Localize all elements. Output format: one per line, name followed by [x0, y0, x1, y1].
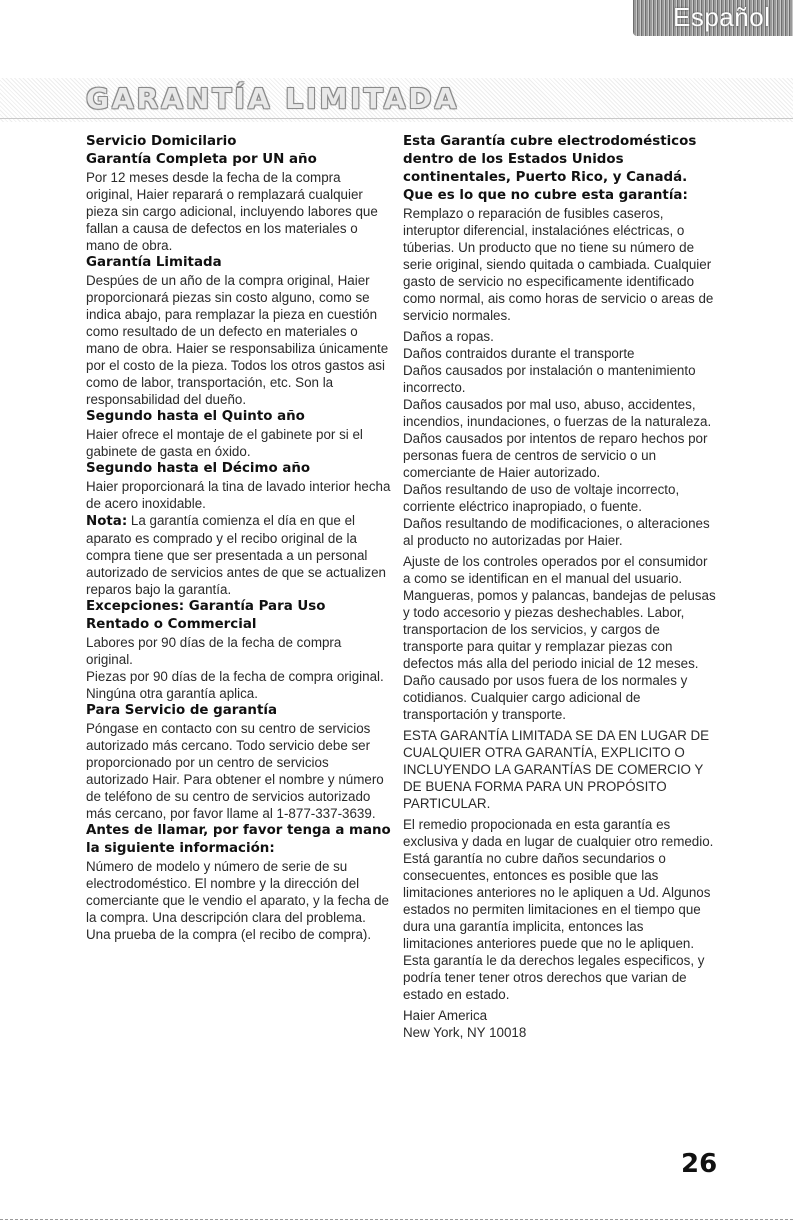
company-location: New York, NY 10018	[403, 1025, 527, 1040]
exclusion-item: Daños causados por intentos de reparo hechos por personas fuera de centros de servicio o un comerciante de Haier autorizado.	[403, 431, 708, 480]
note-paragraph	[86, 512, 391, 598]
note-label: Nota:	[86, 514, 128, 529]
disclaimer-text: ESTA GARANTÍA LIMITADA SE DA EN LUGAR DE CUALQUIER OTRA GARANTÍA, EXPLICITO O INCLUYENDO LA GARANTÍAS DE COMERCIO Y DE BUENA FORMA PARA UN PROPÓSITO PARTICULAR.	[403, 728, 710, 811]
left-column	[86, 133, 391, 943]
home-service-heading: Servicio Domicilario	[86, 134, 237, 149]
limited-warranty-text: Despúes de un año de la compra original, Haier proporcionará piezas sin costo alguno, como se indica abajo, para remplazar la pieza en cuestión como resultado de un defecto en materiales o mano de obra. Haier se responsabiliza únicamente por el costo de la pieza. Todos los otros gastos asi como de labor, transportación, etc. Son la responsabilidad del dueño.	[86, 273, 389, 407]
second-to-fifth-text: Haier ofrece el montaje de el gabinete por si el gabinete de gasta en óxido.	[86, 427, 363, 459]
language-tab	[633, 0, 793, 36]
exclusion-item: Daños causados por instalación o mantenimiento incorrecto.	[403, 363, 696, 395]
page-number: 26	[681, 1149, 718, 1179]
coverage-heading: Esta Garantía cubre electrodomésticos dentro de los Estados Unidos continentales, Puerto Rico, y Canadá.	[403, 134, 697, 185]
exclusion-item: Daños a ropas.	[403, 329, 494, 344]
page-title: GARANTÍA LIMITADA	[86, 82, 460, 115]
title-underline	[0, 118, 793, 119]
exceptions-none: Ningúna otra garantía aplica.	[86, 686, 258, 701]
exclusion-item: Daños resultando de uso de voltaje incorrecto, corriente eléctrico inapropiado, o fuente.	[403, 482, 680, 514]
warranty-service-heading: Para Servicio de garantía	[86, 703, 277, 718]
bottom-rule	[0, 1219, 793, 1220]
not-covered-heading: Que es lo que no cubre esta garantía:	[403, 188, 688, 203]
limited-warranty-heading: Garantía Limitada	[86, 255, 222, 270]
exceptions-heading: Excepciones: Garantía Para Uso Rentado o Commercial	[86, 599, 326, 632]
remedy-text: El remedio propocionada en esta garantía es exclusiva y dada en lugar de cualquier otro remedio. Está garantía no cubre daños secundarios o consecuentes, entonces es posible que las limitaciones anteriores no le apliquen a Ud. Algunos estados no permiten limitaciones en el tiempo que dura una garantía implicita, entonces las limitaciones anteriores puede que no le apliquen. Esta garantía le da derechos legales especificos, y podría tener tener otros derechos que varian de estado en estado.	[403, 817, 714, 1002]
title-band	[0, 78, 793, 122]
exclusion-item: Daños causados por mal uso, abuso, accidentes, incendios, inundaciones, o fuerzas de la naturaleza.	[403, 397, 712, 429]
exclusion-item: Daños resultando de modificaciones, o alteraciones al producto no autorizadas por Haier.	[403, 516, 710, 548]
second-to-tenth-text: Haier proporcionará la tina de lavado interior hecha de acero inoxidable.	[86, 479, 391, 511]
second-to-fifth-heading: Segundo hasta el Quinto año	[86, 409, 305, 424]
exclusion-item: Daños contraidos durante el transporte	[403, 346, 635, 361]
exceptions-parts: Piezas por 90 días de la fecha de compra original.	[86, 669, 384, 684]
exceptions-labor: Labores por 90 días de la fecha de compra original.	[86, 635, 342, 667]
warranty-service-text: Póngase en contacto con su centro de servicios autorizado más cercano. Todo servicio debe ser proporcionado por un centro de servicios autorizado Hair. Para obtener el nombre y número de teléfono de su centro de servicios autorizado más cercano, por favor llame al 1-877-337-3639.	[86, 721, 384, 821]
company-name: Haier America	[403, 1008, 488, 1023]
right-column	[403, 133, 716, 1041]
note-text: La garantía comienza el día en que el aparato es comprado y el recibo original de la compra tiene que ser presentada a un personal autorizado de servicios antes de que se actualizen reparos bajo la garantía.	[86, 513, 386, 597]
full-warranty-heading: Garantía Completa por UN año	[86, 152, 317, 167]
language-label: Español	[673, 2, 771, 32]
full-warranty-text: Por 12 meses desde la fecha de la compra original, Haier reparará o remplazará cualquier pieza sin cargo adicional, incluyendo labores que fallan a causa de defectos en los materiales o mano de obra.	[86, 170, 378, 253]
before-calling-heading: Antes de llamar, por favor tenga a mano la siguiente información:	[86, 823, 391, 856]
not-covered-intro: Remplazo o reparación de fusibles caseros, interuptor diferencial, instalaciónes eléctricas, o túberias. Un producto que no tiene su número de serie original, siendo quitada o cambiada. Cualquier gasto de servicio no especificamente identificado como normal, ais como horas de servicio o areas de servicio normales.	[403, 206, 714, 323]
before-calling-text: Número de modelo y número de serie de su electrodoméstico. El nombre y la dirección del comerciante que le vendio el aparato, y la fecha de la compra. Una descripción clara del problema. Una prueba de la compra (el recibo de compra).	[86, 859, 389, 942]
second-to-tenth-heading: Segundo hasta el Décimo año	[86, 461, 311, 476]
adjustments-text: Ajuste de los controles operados por el consumidor a como se identifican en el manual del usuario. Mangueras, pomos y palancas, bandejas de pelusas y todo accesorio y piezas deshechables. Labor, transportacion de los servicios, y cargos de transporte para quitar y remplazar piezas con defectos más alla del periodo inicial de 12 meses. Daño causado por usos fuera de los normales y cotidianos. Cualquier cargo adicional de transportación y transporte.	[403, 554, 716, 722]
